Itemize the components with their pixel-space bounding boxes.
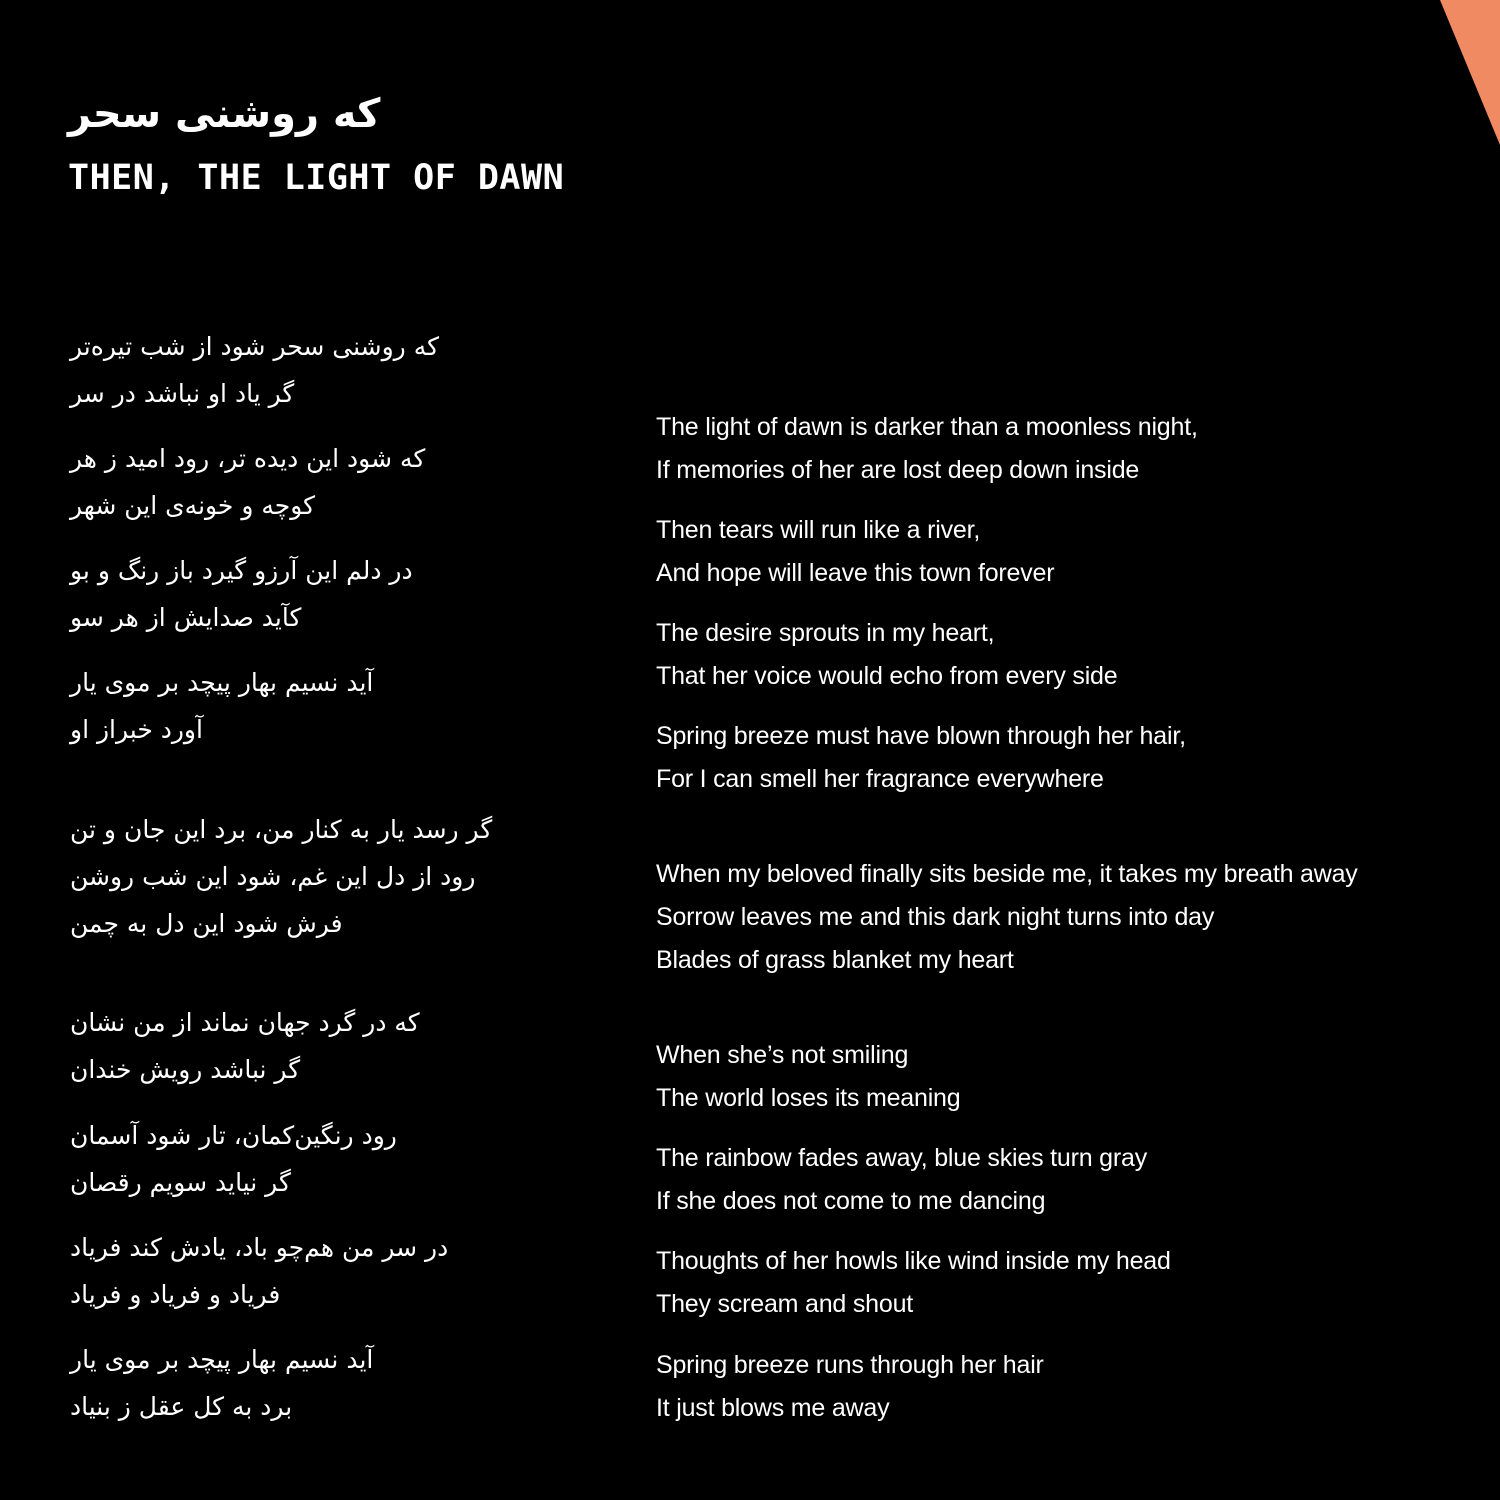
english-line-5: The desire sprouts in my heart, bbox=[656, 619, 995, 647]
english-line-18: Spring breeze runs through her hair bbox=[656, 1351, 1044, 1379]
persian-line-11: فرش شود این دل به چمن bbox=[70, 909, 343, 938]
persian-line-14: رود رنگین‌کمان، تار شود آسمان bbox=[70, 1121, 397, 1150]
persian-line-9: گر رسد یار به کنار من، برد این جان و تن bbox=[70, 815, 493, 844]
english-line-2: If memories of her are lost deep down inside bbox=[656, 456, 1140, 484]
persian-line-19: برد به کل عقل ز بنیاد bbox=[70, 1392, 293, 1421]
persian-line-18: آید نسیم بهار پیچد بر موی یار bbox=[70, 1345, 374, 1374]
english-line-7: Spring breeze must have blown through her hair, bbox=[656, 722, 1186, 750]
persian-line-5: در دلم این آرزو گیرد باز رنگ و بو bbox=[70, 556, 413, 585]
persian-line-4: کوچه و خونه‌ی این شهر bbox=[70, 491, 316, 520]
persian-line-2: گر یاد او نباشد در سر bbox=[70, 379, 295, 408]
english-line-13: The world loses its meaning bbox=[656, 1084, 961, 1112]
persian-line-13: گر نباشد رویش خندان bbox=[70, 1055, 301, 1084]
persian-line-16: در سر من هم‌چو باد، یادش کند فریاد bbox=[70, 1233, 449, 1262]
english-line-19: It just blows me away bbox=[656, 1394, 890, 1422]
corner-accent-polygon bbox=[1440, 0, 1500, 145]
english-line-10: Sorrow leaves me and this dark night turns into day bbox=[656, 903, 1215, 931]
english-line-16: Thoughts of her howls like wind inside my head bbox=[656, 1247, 1171, 1275]
persian-line-17: فریاد و فریاد و فریاد bbox=[70, 1280, 281, 1309]
english-line-8: For I can smell her fragrance everywhere bbox=[656, 765, 1104, 793]
english-line-15: If she does not come to me dancing bbox=[656, 1187, 1046, 1215]
english-line-12: When she’s not smiling bbox=[656, 1041, 909, 1069]
persian-line-12: که در گرد جهان نماند از من نشان bbox=[70, 1008, 420, 1037]
persian-line-15: گر نیاید سویم رقصان bbox=[70, 1168, 291, 1197]
persian-line-7: آید نسیم بهار پیچد بر موی یار bbox=[70, 668, 374, 697]
title-persian: که روشنی سحر bbox=[68, 91, 381, 137]
english-line-17: They scream and shout bbox=[656, 1290, 914, 1318]
english-line-3: Then tears will run like a river, bbox=[656, 516, 981, 544]
english-line-9: When my beloved finally sits beside me, it takes my breath away bbox=[656, 860, 1358, 888]
persian-line-10: رود از دل این غم، شود این شب روشن bbox=[70, 862, 476, 891]
english-line-6: That her voice would echo from every side bbox=[656, 662, 1118, 690]
corner-accent-shape bbox=[1440, 0, 1500, 145]
persian-line-8: آورد خبراز او bbox=[70, 715, 203, 744]
persian-line-1: که روشنی سحر شود از شب تیره‌تر bbox=[70, 332, 439, 361]
persian-line-6: کآید صدایش از هر سو bbox=[70, 603, 302, 632]
english-line-11: Blades of grass blanket my heart bbox=[656, 946, 1014, 974]
english-line-4: And hope will leave this town forever bbox=[656, 559, 1055, 587]
title-english: THEN, THE LIGHT OF DAWN bbox=[68, 158, 565, 198]
persian-line-3: که شود این دیده تر، رود امید ز هر bbox=[70, 444, 426, 473]
english-line-14: The rainbow fades away, blue skies turn gray bbox=[656, 1144, 1147, 1172]
english-line-1: The light of dawn is darker than a moonless night, bbox=[656, 413, 1198, 441]
